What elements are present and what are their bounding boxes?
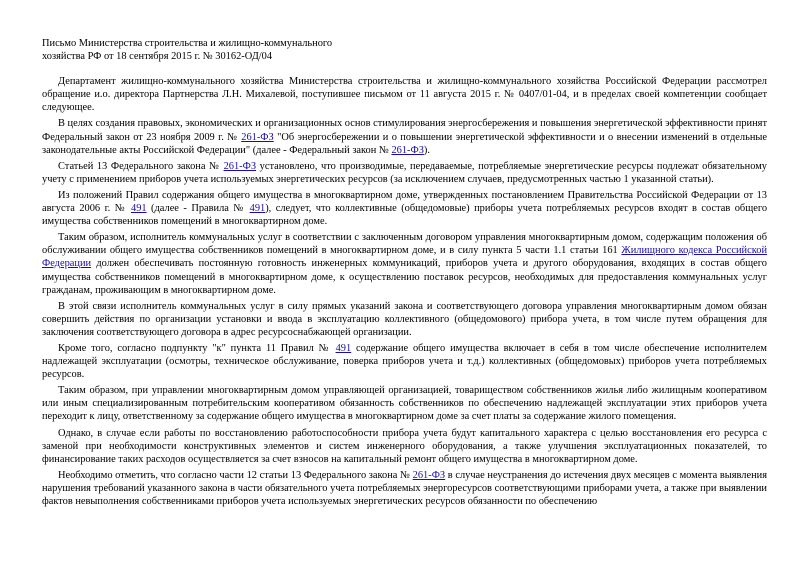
paragraph-text: Таким образом, исполнитель коммунальных услуг в соответствии с заключенным договором управления многоквартирным домом, содержащим положения об обслуживании общего имущества собственников помещений в многоквартирном доме, и в силу пункта 5 части 1.1 статьи 161 <box>42 232 767 257</box>
paragraph-text: Департамент жилищно-коммунального хозяйства Министерства строительства и жилищно-коммунального хозяйства Российской Федерации рассмотрел обращение и.о. директора Партнерства Л.Н. Михалевой, поступившее письмом от 11 августа 2015 г. № 0407/01-04, и в пределах своей компетенции сообщает следующее. <box>42 76 767 114</box>
paragraph-text: В целях создания правовых, экономических и организационных основ стимулирования энергосбережения и повышения энергетической эффективности принят Федеральный закон от 23 ноября 2009 г. № <box>42 118 767 143</box>
paragraph-8 <box>42 384 767 423</box>
paragraph-6 <box>42 300 767 339</box>
law-261-fz-link[interactable]: 261-ФЗ <box>241 131 274 143</box>
paragraph-text: Кроме того, согласно подпункту "к" пункта 11 Правил № <box>58 342 336 354</box>
resolution-491-link[interactable]: 491 <box>335 342 352 354</box>
paragraph-3 <box>42 160 767 186</box>
paragraph-text: установлено, что производимые, передаваемые, потребляемые энергетические ресурсы подлежат обязательному учету с применением приборов учета используемых энергетических ресурсов (за исключением случаев, предусмотренных частью 1 указанной статьи). <box>42 160 767 185</box>
law-261-fz-link[interactable]: 261-ФЗ <box>391 144 424 156</box>
paragraph-text: ), следует, что коллективные (общедомовые) приборы учета потребляемых ресурсов входят в состав общего имущества собственников помещений в многоквартирном доме. <box>42 203 768 228</box>
paragraph-text: Таким образом, при управлении многоквартирным домом управляющей организацией, товариществом собственников жилья либо жилищным кооперативом или иным специализированным потребительским кооперативом обязанность собственников по обеспечению надлежащей эксплуатации этих приборов учета переходит к лицу, ответственному за содержание общего имущества в многоквартирном доме за счет платы за содержание жилого помещения. <box>42 385 767 423</box>
paragraph-text: Из положений Правил содержания общего имущества в многоквартирном доме, утвержденных постановлением Правительства Российской Федерации от 13 августа 2006 г. № <box>42 189 767 215</box>
paragraph-text: Необходимо отметить, что согласно части 12 статьи 13 Федерального закона № <box>58 469 413 481</box>
law-261-fz-link[interactable]: 261-ФЗ <box>223 160 257 172</box>
paragraph-4 <box>42 189 767 228</box>
paragraph-text: содержание общего имущества включает в себя в том числе обеспечение исполнителем надлежащей эксплуатации (осмотры, техническое обслуживание, поверка приборов учета и т.д.) коллективных (общедомовых) приборов учета потребляемых ресурсов. <box>42 342 767 381</box>
resolution-491-link[interactable]: 491 <box>249 203 266 215</box>
document-title-line-2: хозяйства РФ от 18 сентября 2015 г. № 30162-ОД/04 <box>42 51 273 63</box>
paragraph-text: "Об энергосбережении и о повышении энергетической эффективности и о внесении изменений в отдельные законодательные акты Российской Федерации" (далее - Федеральный закон № <box>42 131 767 156</box>
resolution-491-link[interactable]: 491 <box>131 203 147 215</box>
paragraph-10 <box>42 469 767 508</box>
law-261-fz-link[interactable]: 261-ФЗ <box>412 469 446 481</box>
paragraph-7 <box>42 342 767 381</box>
paragraph-5 <box>42 231 767 296</box>
document-title <box>42 37 767 63</box>
paragraph-1 <box>42 75 767 114</box>
paragraph-text: ). <box>423 144 430 156</box>
housing-code-link[interactable]: Жилищного кодекса Российской Федерации <box>42 245 768 270</box>
paragraph-text: Однако, в случае если работы по восстановлению работоспособности прибора учета будут капитального характера с целью восстановления его ресурса с заменой при необходимости конструктивных элементов и систем инженерного оборудования, а также улучшения эксплуатационных показателей, то финансирование таких расходов осуществляется за счет взносов на капитальный ремонт общего имущества в многоквартирном доме. <box>42 427 767 465</box>
paragraph-text: В этой связи исполнитель коммунальных услуг в силу прямых указаний закона и соответствующего договора управления многоквартирным домом обязан совершить действия по организации установки и ввода в эксплуатацию коллективного (общедомового) прибора учета, в том числе путем обращения для заключения соответствующего договора в адрес ресурсоснабжающей организации. <box>42 300 767 338</box>
paragraph-2 <box>42 117 767 156</box>
paragraph-text: в случае неустранения до истечения двух месяцев с момента выявления нарушения требований указанного закона в части обязательного учета потребляемых энергоресурсов соответствующими приборами учета, а также при выявлении фактов невыполнения собственниками приборов учета используемых энергетических ресурсов обязанности по обеспечению <box>42 469 767 507</box>
document-title-line-1: Письмо Министерства строительства и жилищно-коммунального <box>42 38 333 49</box>
paragraph-text: должен обеспечивать постоянную готовность инженерных коммуникаций, приборов учета и другого оборудования, входящих в состав общего имущества собственников помещений в многоквартирном доме, к осуществлению поставок ресурсов, необходимых для предоставления коммунальных услуг гражданам, проживающим в многоквартирном доме. <box>42 258 767 296</box>
paragraph-text: (далее - Правила № <box>146 203 250 215</box>
paragraph-9 <box>42 427 767 466</box>
paragraph-text: Статьей 13 Федерального закона № <box>58 160 224 172</box>
